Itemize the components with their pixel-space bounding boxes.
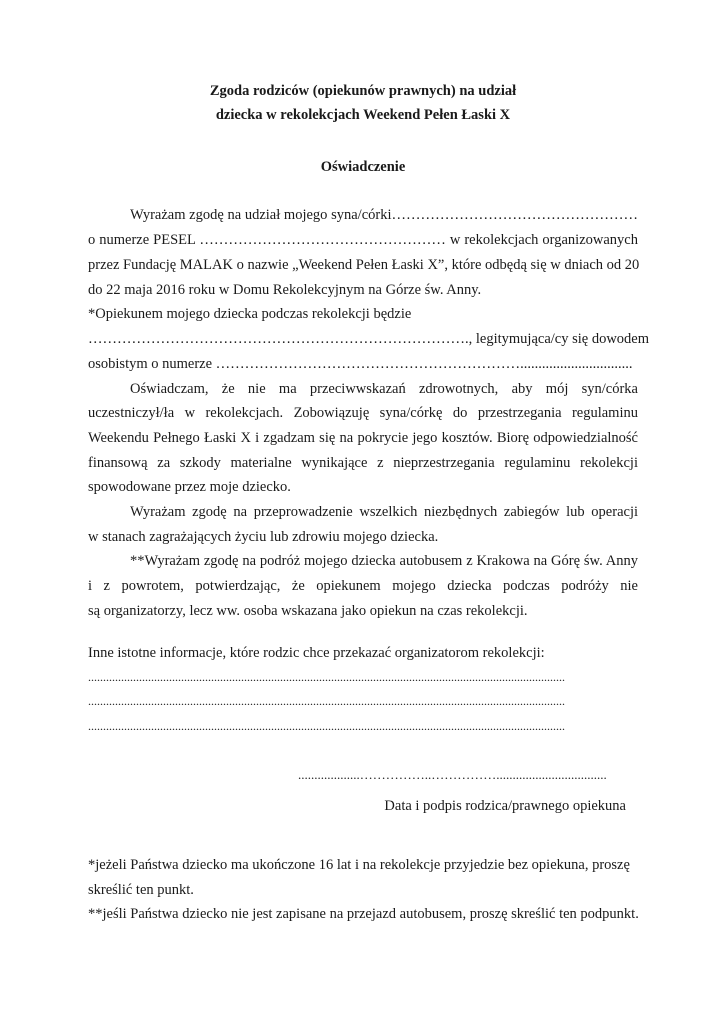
guardian-line: ……………………………………………………………………., legitymująca/cy się dowodem [88, 331, 650, 347]
form-title-line-1: Zgoda rodziców (opiekunów prawnych) na udział [209, 83, 517, 99]
health-paragraph-line: uczestniczył/ła w rekolekcjach. Zobowiązuję syna/córkę do przestrzegania regulaminu [88, 405, 638, 421]
consent-paragraph-line: o numerze PESEL …………………………………………… w rekolekcjach organizowanych [88, 232, 638, 248]
additional-info-dotted-line: ............................................................................................................................................................... [88, 670, 565, 684]
travel-consent-line: i z powrotem, potwierdzając, że opiekunem mojego dziecka podczas podróży nie [88, 578, 638, 594]
health-paragraph-line: spowodowane przez moje dziecko. [88, 479, 291, 495]
guardian-line: *Opiekunem mojego dziecka podczas rekolekcji będzie [88, 306, 412, 322]
form-title-line-2: dziecka w rekolekcjach Weekend Pełen Łaski X [215, 107, 511, 123]
additional-info-dotted-line: ............................................................................................................................................................... [88, 694, 565, 708]
guardian-id-line: osobistym o numerze ………………………………………………………............................... [88, 356, 633, 372]
consent-paragraph-line: Wyrażam zgodę na udział mojego syna/córki…………………………………………… [130, 207, 638, 223]
health-paragraph-line: Oświadczam, że nie ma przeciwwskazań zdrowotnych, aby mój syn/córka [130, 381, 638, 397]
additional-info-dotted-line: ............................................................................................................................................................... [88, 719, 565, 733]
medical-consent-line: w stanach zagrażających życiu lub zdrowiu mojego dziecka. [88, 529, 439, 545]
consent-paragraph-line: przez Fundację MALAK o nazwie „Weekend Pełen Łaski X”, które odbędą się w dniach od 20 [88, 257, 640, 273]
footnote-guardian: skreślić ten punkt. [88, 882, 194, 898]
signature-label: Data i podpis rodzica/prawnego opiekuna [384, 798, 626, 814]
travel-consent-line: **Wyrażam zgodę na podróż mojego dziecka autobusem z Krakowa na Górę św. Anny [130, 553, 638, 569]
signature-dotted-line: ...................……………..…………….................................. [298, 767, 607, 782]
footnote-guardian: *jeżeli Państwa dziecko ma ukończone 16 lat i na rekolekcje przyjedzie bez opiekuna, proszę [88, 857, 630, 873]
footnote-bus: **jeśli Państwa dziecko nie jest zapisane na przejazd autobusem, proszę skreślić ten podpunkt. [88, 906, 639, 922]
travel-consent-line: są organizatorzy, lecz ww. osoba wskazana jako opiekun na czas rekolekcji. [88, 603, 528, 619]
health-paragraph-line: Weekendu Pełnego Łaski X i zgadzam się na pokrycie jego kosztów. Biorę odpowiedzialność [88, 430, 638, 446]
additional-info-label: Inne istotne informacje, które rodzic chce przekazać organizatorom rekolekcji: [88, 645, 545, 661]
medical-consent-line: Wyrażam zgodę na przeprowadzenie wszelkich niezbędnych zabiegów lub operacji [130, 504, 638, 520]
health-paragraph-line: finansową za szkody materialne wynikające z nieprzestrzegania regulaminu rekolekcji [88, 455, 638, 471]
declaration-heading: Oświadczenie [320, 159, 406, 175]
consent-paragraph-line: do 22 maja 2016 roku w Domu Rekolekcyjnym na Górze św. Anny. [88, 282, 482, 298]
